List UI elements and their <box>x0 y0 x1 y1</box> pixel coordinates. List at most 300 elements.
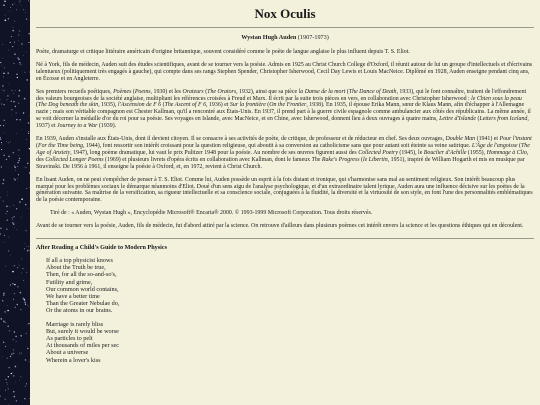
star <box>27 163 28 164</box>
star <box>2 44 3 45</box>
star <box>16 400 17 401</box>
star <box>24 248 25 249</box>
star <box>17 286 18 287</box>
star <box>18 59 20 61</box>
star <box>24 72 25 73</box>
star <box>15 90 16 91</box>
star <box>13 339 14 340</box>
star <box>4 235 5 236</box>
star <box>26 18 27 19</box>
star <box>28 131 29 132</box>
text-run: Né à York, fils de médecin, Auden suit des études scientifiques, avant de se tourner vers la poésie. Admis en 1925 au Christ Church College d'Oxford, il réunit autour de lui un groupe d'intellectuels et d'écrivains talentueux (politiquement très engagés à gauche), qui compte dans ses rangs Stephen Spender, Christopher Isherwood, Cecil Day Lewis et Louis MacNeice. Diplômé en 1928, Auden enseigne pendant cinq ans, en Écosse et en Angleterre. <box>36 61 533 82</box>
bio-paragraph <box>36 49 534 56</box>
star <box>29 398 30 399</box>
star <box>18 103 19 104</box>
star <box>21 273 22 274</box>
poem-line: Futility and grime, <box>46 278 93 286</box>
work-title: Collected Poetry <box>358 149 398 156</box>
star <box>28 0 29 1</box>
star <box>27 305 28 306</box>
star <box>11 101 12 102</box>
bio-paragraph <box>36 177 534 205</box>
star <box>21 258 22 259</box>
star <box>14 293 15 294</box>
star <box>6 159 7 160</box>
text-run: , 1938). En 1935, il épouse Erika Mann, sœur de Klaus Mann, afin d'échapper à l'Allemagne nazie ; mais son véritable compagnon est Chester Kallman, qu'il a rencontré aux États-Unis. En 1937, il prend part à la guerre civile espagnole comme ambulancier aux côtés des républicains. La même année, il se voit décerner la médaille d'or du roi pour sa poésie. Ses voyages en Islande, avec MacNeice, et en Chine, avec Isherwood, donnent lieu à deux ouvrages à quatre mains, <box>36 102 531 123</box>
star <box>19 352 20 353</box>
biography <box>36 49 534 204</box>
star <box>13 373 14 374</box>
star <box>10 206 11 207</box>
star <box>14 3 15 4</box>
star <box>12 90 13 91</box>
star <box>8 376 9 377</box>
star <box>23 298 24 299</box>
star <box>19 90 21 92</box>
poem-line: Then, for all the so-and-so's, <box>46 271 117 279</box>
work-title: Journey to a War <box>56 123 98 130</box>
star <box>19 62 20 63</box>
star <box>23 112 24 113</box>
star <box>28 306 29 307</box>
star <box>3 179 5 181</box>
star <box>7 72 9 74</box>
star <box>13 375 14 376</box>
star <box>19 354 20 355</box>
text-run: ( <box>161 102 165 109</box>
star <box>13 349 14 350</box>
poem-line: As particles to pelt <box>46 335 93 343</box>
text-run: ( <box>203 88 208 95</box>
star <box>13 152 14 153</box>
star <box>9 83 10 84</box>
star <box>27 324 28 325</box>
star <box>7 99 8 100</box>
star <box>0 228 1 229</box>
star <box>12 4 13 5</box>
page-title: Nox Oculis <box>254 6 316 21</box>
work-title: le Chien sous la peau <box>471 95 522 102</box>
work-title: The Age of Anxiety <box>36 142 530 156</box>
star <box>8 50 9 51</box>
star <box>26 272 27 273</box>
star <box>16 113 17 114</box>
star <box>8 250 9 251</box>
star <box>21 353 22 354</box>
star <box>10 42 11 43</box>
star <box>29 172 30 174</box>
star <box>25 386 26 387</box>
bio-heading <box>36 34 534 42</box>
star <box>3 155 4 156</box>
star <box>18 150 19 151</box>
star <box>14 168 15 169</box>
star <box>0 99 1 100</box>
bio-paragraph <box>36 136 534 171</box>
star <box>12 217 13 218</box>
star <box>14 179 16 181</box>
star <box>19 30 20 31</box>
author-name: Wystan Hugh Auden <box>241 34 297 41</box>
star <box>8 237 9 238</box>
star <box>19 380 20 381</box>
star <box>29 361 30 362</box>
poem-title: After Reading a Child's Guide to Modern Physics <box>36 244 168 252</box>
star <box>21 198 23 200</box>
star <box>6 213 7 214</box>
star <box>25 12 26 13</box>
work-title: Poems <box>134 88 151 95</box>
star <box>20 292 22 294</box>
star <box>4 242 5 243</box>
star <box>17 77 18 78</box>
bio-paragraph <box>36 62 534 83</box>
star <box>0 197 1 198</box>
star <box>10 356 11 357</box>
text-run: (1939). <box>97 123 117 130</box>
star <box>24 300 25 301</box>
poem-line: We have a better time <box>46 293 100 301</box>
star <box>15 167 16 168</box>
text-run: ( <box>345 88 349 95</box>
star <box>17 267 18 268</box>
star <box>19 201 21 203</box>
star <box>29 115 30 116</box>
star <box>13 222 14 223</box>
star <box>3 76 4 77</box>
star <box>27 230 28 231</box>
star <box>22 65 23 66</box>
star <box>15 170 16 171</box>
work-title: Poèmes <box>113 88 132 95</box>
star <box>25 243 26 244</box>
poem-line: Or the atoms in our brains. <box>46 307 113 315</box>
star <box>15 366 17 368</box>
work-title: The Dog beneath the skin <box>37 102 99 109</box>
text-run: (1941) et <box>475 136 500 143</box>
star <box>12 271 14 273</box>
star <box>19 158 20 159</box>
star <box>23 55 24 56</box>
star <box>1 103 2 104</box>
work-title: le Libertin <box>362 156 388 163</box>
star <box>27 348 28 349</box>
star <box>17 166 18 167</box>
star <box>18 174 19 175</box>
star <box>29 208 30 209</box>
star <box>24 98 26 100</box>
star <box>5 322 6 323</box>
poem-stanza <box>46 257 534 315</box>
star <box>1 149 2 150</box>
star <box>25 359 26 360</box>
star <box>7 310 9 312</box>
star <box>13 223 15 225</box>
star <box>14 165 15 166</box>
star <box>28 250 29 251</box>
star <box>1 142 2 143</box>
text-run: , 1930) et les <box>150 88 183 95</box>
star <box>0 137 1 138</box>
star <box>17 304 19 306</box>
text-run: Poète, dramaturge et critique littéraire américain d'origine britannique, souvent considéré comme le poète de langue anglaise le plus influent depuis T. S. Eliot. <box>36 49 410 55</box>
star <box>27 250 28 251</box>
star <box>29 187 30 188</box>
star <box>24 299 26 301</box>
citation: Tiré de : « Auden, Wystan Hugh », Encyclopédie Microsoft® Encarta® 2000. © 1993-1999 Microsoft Corporation. Tous droits réservés. <box>50 210 373 217</box>
star <box>3 73 4 74</box>
star <box>28 246 29 247</box>
star <box>10 284 11 285</box>
star <box>14 21 15 22</box>
star <box>28 133 29 134</box>
star <box>0 139 1 140</box>
star <box>12 219 13 220</box>
star <box>21 6 22 7</box>
text-run: ( <box>36 102 38 109</box>
star <box>8 387 9 388</box>
star <box>13 63 14 64</box>
work-title: Lettre d'Islande <box>439 116 476 123</box>
star <box>28 33 30 35</box>
star <box>28 122 30 124</box>
star <box>15 106 17 108</box>
star <box>2 183 3 184</box>
star <box>17 178 18 179</box>
star <box>5 123 6 124</box>
star <box>3 294 5 296</box>
closing-paragraph: Avant de se tourner vers la poésie, Auden, fils de médecin, fut d'abord attiré par la science. On retrouve d'ailleurs dans plusieurs poèmes cet intérêt envers la science et les questions éthiques qui en découlent. <box>36 223 524 230</box>
star <box>8 388 9 389</box>
star <box>3 293 4 294</box>
work-title: L'Âge de l'angoisse <box>471 142 518 149</box>
star <box>2 144 3 145</box>
poem-line: About a universe <box>46 349 89 357</box>
star <box>11 353 12 354</box>
star <box>8 142 9 143</box>
star <box>0 396 1 397</box>
star <box>4 120 5 121</box>
star <box>21 217 22 218</box>
star <box>19 265 20 266</box>
star <box>29 2 30 3</box>
star <box>10 255 11 256</box>
star <box>10 7 11 8</box>
text-run: , des <box>36 149 529 163</box>
text-run: En lisant Auden, on ne peut s'empêcher de penser à T. S. Eliot. Comme lui, Auden possède un esprit à la fois distant et ironique, qui s'harmonise sans mal au sentiment religieux. Son intérêt beaucoup plus marqué pour les problèmes sociaux le démarque néanmoins d'Eliot. Doué d'un sens aigu de l'analyse psychologique, et d'un extraordinaire talent lyrique, Auden aura une influence décisive sur les poètes de la génération suivante. Sa maîtrise de la versification, sa rigueur intellectuelle et sa conscience sociale, conjuguées à la fluidité, la diversité et la virtuosité de son style, en font l'une des personnalités emblématiques de la poésie contemporaine. <box>36 176 533 204</box>
star <box>26 188 27 189</box>
star <box>5 15 6 16</box>
work-title: The Orators <box>207 88 237 95</box>
star <box>11 109 12 110</box>
star <box>9 330 10 331</box>
poem-line: If all a top physicist knows <box>46 257 113 265</box>
star <box>26 333 27 334</box>
text-run: (1945), le <box>397 149 424 156</box>
star <box>14 178 15 179</box>
star <box>20 63 21 64</box>
star <box>14 42 15 43</box>
star <box>15 336 17 338</box>
text-run: Ses premiers recueils poétiques, <box>36 88 114 95</box>
work-title: Bouclier d'Achille <box>423 149 467 156</box>
star <box>2 85 3 86</box>
text-run: , 1935), <box>98 102 118 109</box>
star <box>12 30 14 32</box>
star <box>29 148 30 149</box>
star <box>22 377 23 378</box>
poem-line: But, surely it would be worse <box>46 327 119 335</box>
star <box>4 90 5 91</box>
text-run: , 1936) et <box>206 102 230 109</box>
star <box>11 36 12 37</box>
star <box>8 18 9 19</box>
main-content <box>36 0 534 405</box>
work-title: Letters from Iceland <box>479 116 528 123</box>
star <box>26 79 28 81</box>
star <box>25 204 26 205</box>
work-title: Hommage à Clio <box>486 149 527 156</box>
work-title: For the Time being <box>37 142 83 149</box>
divider <box>36 27 534 28</box>
star <box>2 89 3 90</box>
star <box>0 125 1 126</box>
star <box>3 321 5 323</box>
poem-line: At thousands of miles per sec <box>46 342 120 350</box>
star <box>23 9 24 10</box>
poem-body <box>36 257 534 364</box>
star <box>19 1 20 2</box>
star <box>2 300 3 301</box>
work-title: On the Frontier <box>269 102 307 109</box>
work-title: The Dance of Death <box>348 88 397 95</box>
text-run: ( <box>265 102 270 109</box>
star <box>3 133 4 134</box>
star <box>24 280 25 281</box>
star <box>28 42 29 43</box>
text-run: ( <box>476 116 480 123</box>
work-title: Double Man <box>445 136 476 143</box>
star <box>16 229 17 230</box>
work-title: Collected Longer Poems <box>45 156 104 163</box>
star <box>14 284 15 285</box>
star <box>19 3 20 4</box>
star <box>7 305 8 306</box>
star <box>26 383 27 384</box>
work-title: Sur la frontière <box>229 102 266 109</box>
work-title: The Rake's Progress <box>311 156 360 163</box>
poem-line: Than the Greater Nebulae do, <box>46 300 120 308</box>
star <box>26 246 27 247</box>
star <box>26 139 27 140</box>
star <box>17 162 18 163</box>
star <box>13 101 14 102</box>
star <box>2 58 3 59</box>
divider <box>36 238 534 239</box>
star <box>2 357 3 358</box>
star <box>4 0 6 2</box>
star <box>4 311 5 312</box>
star <box>16 382 17 383</box>
poem-line: Wherein a lover's kiss <box>46 356 101 364</box>
star <box>20 335 22 337</box>
star <box>7 95 8 96</box>
star <box>6 382 7 383</box>
text-run: , 1933), qui le font connaître, traitent de l'effondrement des valeurs bourgeoises de la société anglaise, multipliant les références croisées à Freud et Marx. Il écrit par la suite trois pièces en vers, en collaboration avec Christopher Isherwood : <box>36 88 527 102</box>
star <box>3 5 4 6</box>
star <box>14 265 15 266</box>
star <box>28 323 30 325</box>
work-title: Pour l'instant <box>499 136 532 143</box>
star <box>5 399 6 400</box>
star <box>12 115 13 116</box>
star <box>5 390 6 391</box>
star <box>7 358 8 359</box>
star <box>16 208 17 209</box>
star <box>13 205 14 206</box>
star <box>13 216 14 217</box>
star <box>12 283 13 284</box>
star <box>18 57 19 58</box>
star <box>25 304 26 305</box>
text-run: En 1939, Auden s'installe aux États-Unis, dont il devient citoyen. Il se consacre à ses activités de poète, de critique, de professeur et de réducteur en chef. Ses deux ouvrages, <box>36 136 446 143</box>
star <box>26 167 27 168</box>
star <box>0 62 1 63</box>
star <box>14 396 16 398</box>
author-years: (1907-1973) <box>297 34 329 41</box>
poem-line: Marriage is rarely bliss <box>46 320 104 328</box>
star <box>7 384 8 385</box>
star <box>15 307 16 308</box>
star <box>10 11 11 12</box>
star <box>24 302 25 303</box>
star <box>10 142 11 143</box>
star <box>7 195 8 196</box>
star <box>9 367 10 368</box>
star <box>18 95 19 96</box>
star <box>6 205 8 207</box>
starfield-border <box>0 0 30 405</box>
star <box>13 27 14 28</box>
star <box>18 35 19 36</box>
star <box>3 342 4 343</box>
star <box>3 125 4 126</box>
star <box>12 46 13 47</box>
star <box>21 43 22 44</box>
star <box>21 129 22 130</box>
star <box>13 299 14 300</box>
star <box>7 192 8 193</box>
star <box>24 398 25 399</box>
star <box>2 65 3 66</box>
star <box>6 228 7 229</box>
text-run: , 1947), long poème dramatique, lui vaut le prix Pulitzer 1948 pour la poésie. Au nombre de ses œuvres figurent aussi des <box>70 149 359 156</box>
star <box>11 373 12 374</box>
star <box>0 233 1 234</box>
star <box>3 104 4 105</box>
star <box>7 325 8 326</box>
text-run: ( <box>131 88 135 95</box>
star <box>14 53 16 55</box>
star <box>14 227 15 228</box>
bio-paragraph <box>36 89 534 130</box>
text-run: ( <box>359 156 363 163</box>
text-run: ( <box>36 142 38 149</box>
star <box>4 67 5 68</box>
star <box>18 155 19 156</box>
text-run: (1969) et plusieurs livrets d'opéra écrits en collaboration avec Kallman, dont le fameux <box>103 156 312 163</box>
work-title: la Danse de la mort <box>298 88 346 95</box>
